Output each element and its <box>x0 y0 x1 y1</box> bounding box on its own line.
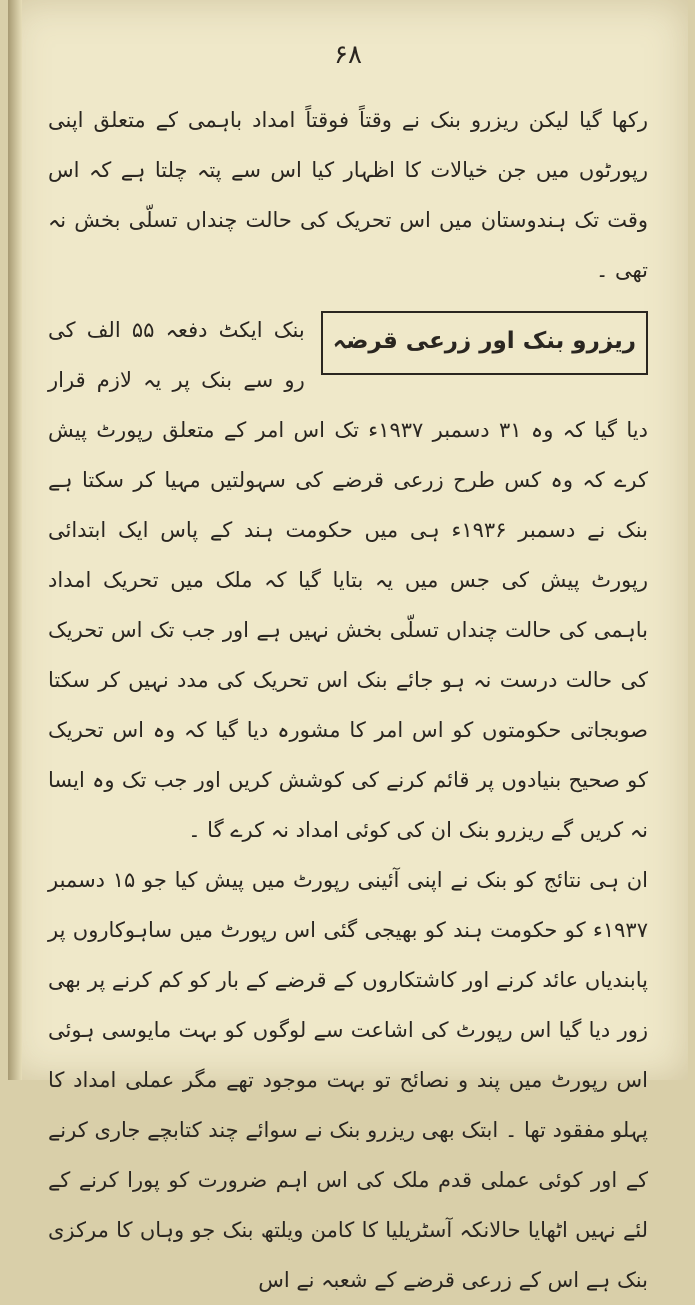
book-spine-shadow <box>8 0 22 1080</box>
paragraph-gap <box>48 295 648 305</box>
section-heading-box <box>321 311 648 375</box>
section-heading: ریزرو بنک اور زرعی قرضہ <box>332 328 636 354</box>
book-page <box>8 0 688 1292</box>
paragraph-2: بنک ایکٹ دفعہ ۵۵ الف کی رو سے بنک پر یہ لازم قرار دیا گیا کہ وہ ۳۱ دسمبر ۱۹۳۷ء تک اس امر کے متعلق رپورٹ پیش کرے کہ وہ کس طرح زرعی قرضے کی سہولتیں مہیا کر سکتا ہے بنک نے دسمبر ۱۹۳۶ء ہی میں حکومت ہند کے پاس ایک ابتدائی رپورٹ پیش کی جس میں یہ بتایا گیا کہ ملک میں تحریک امداد باہمی کی حالت چنداں تسلّی بخش نہیں ہے اور جب تک اس تحریک کی حالت درست نہ ہو جائے بنک اس تحریک کی مدد نہیں کر سکتا صوبجاتی حکومتوں کو اس امر کا مشورہ دیا گیا کہ وہ اس تحریک کو صحیح بنیادوں پر قائم کرنے کی کوشش کریں اور جب تک وہ ایسا نہ کریں گے ریزرو بنک ان کی کوئی امداد نہ کرے گا ۔ <box>48 318 648 842</box>
body-text <box>48 95 648 1305</box>
page-number: ۶۸ <box>334 40 362 70</box>
paragraph-3: ان ہی نتائج کو بنک نے اپنی آئینی رپورٹ میں پیش کیا جو ۱۵ دسمبر ۱۹۳۷ء کو حکومت ہند کو بھیجی گئی اس رپورٹ میں ساہوکاروں پر پابندیاں عائد کرنے اور کاشتکاروں کے قرضے کے بار کو کم کرنے پر بھی زور دیا گیا اس رپورٹ کی اشاعت سے لوگوں کو بہت مایوسی ہوئی اس رپورٹ میں پند و نصائح تو بہت موجود تھے مگر عملی امداد کا پہلو مفقود تھا ۔ ابتک بھی ریزرو بنک نے سوائے چند کتابچے جاری کرنے کے اور کوئی عملی قدم ملک کی اس اہم ضرورت کو پورا کرنے کے لئے نہیں اٹھایا حالانکہ آسٹریلیا کا کامن ویلتھ بنک جو وہاں کا مرکزی بنک ہے اس کے زرعی قرضے کے شعبہ نے اس <box>48 868 649 1292</box>
paragraph-1: رکھا گیا لیکن ریزرو بنک نے وقتاً فوقتاً امداد باہمی کے متعلق اپنی رپورٹوں میں جن خیالات کا اظہار کیا اس سے پتہ چلتا ہے کہ اس وقت تک ہندوستان میں اس تحریک کی حالت چنداں تسلّی بخش نہ تھی ۔ <box>48 108 648 282</box>
